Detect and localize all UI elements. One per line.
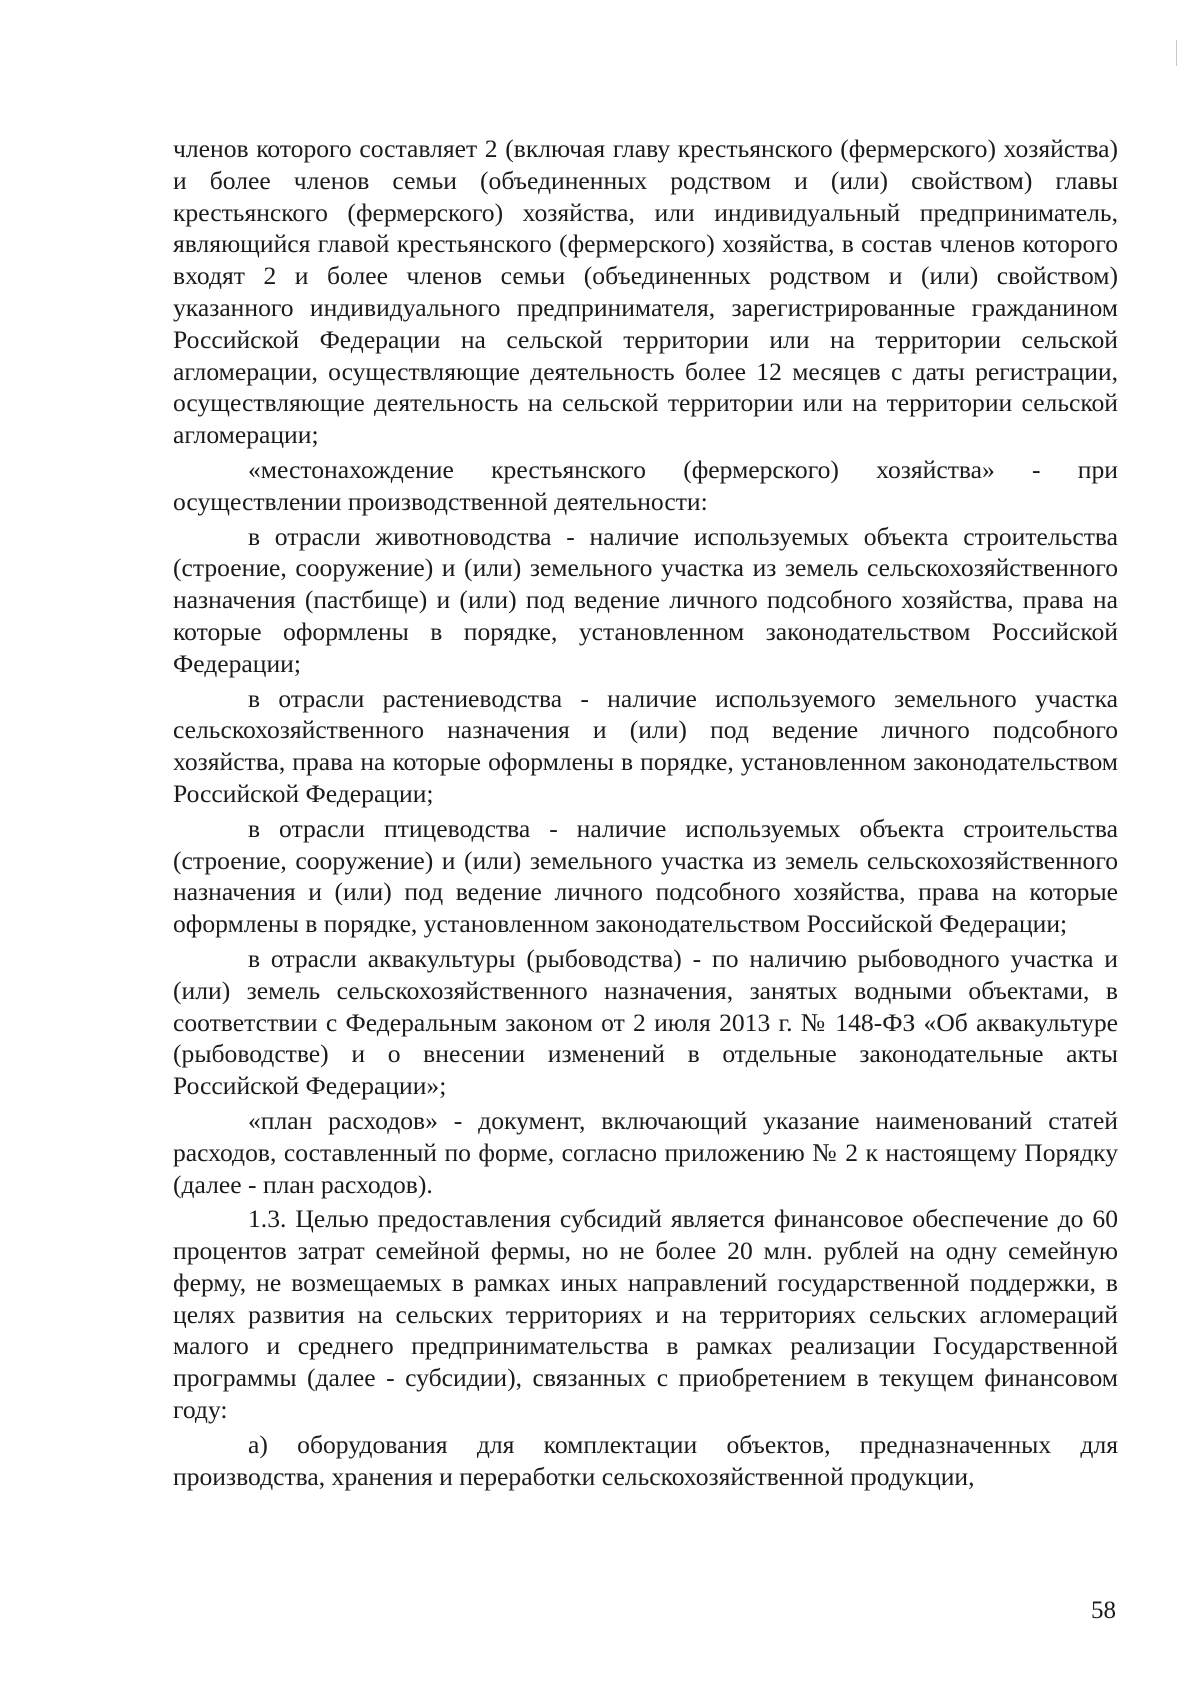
scan-edge-mark — [1176, 40, 1177, 66]
paragraph-aquaculture: в отрасли аквакультуры (рыбоводства) - по наличию рыбоводного участка и (или) земель сельскохозяйственного назначения, занятых водными объектами, в соответствии с Федеральным законом от 2 июля 2013 г. № 148-ФЗ «Об аквакультуре (рыбоводстве) и о внесении изменений в отдельные законодательные акты Российской Федерации»; — [173, 943, 1118, 1101]
paragraph-livestock: в отрасли животноводства - наличие используемых объекта строительства (строение, сооружение) и (или) земельного участка из земель сельскохозяйственного назначения (пастбище) и (или) под ведение личного подсобного хозяйства, права на которые оформлены в порядке, установленном законодательством Российской Федерации; — [173, 521, 1118, 678]
paragraph-subsidy-purpose: 1.3. Целью предоставления субсидий является финансовое обеспечение до 60 процентов затрат семейной фермы, но не более 20 млн. рублей на одну семейную ферму, не возмещаемых в рамках иных направлений государственной поддержки, в целях развития на сельских территориях и на территориях сельских агломераций малого и среднего предпринимательства в рамках реализации Государственной программы (далее - субсидии), связанных с приобретением в текущем финансовом году: — [173, 1204, 1118, 1425]
document-body — [173, 133, 1118, 1495]
paragraph-poultry: в отрасли птицеводства - наличие используемых объекта строительства (строение, сооружение) и (или) земельного участка из земель сельскохозяйственного назначения и (или) под ведение личного подсобного хозяйства, права на которые оформлены в порядке, установленном законодательством Российской Федерации; — [173, 813, 1118, 939]
paragraph-expense-plan: «план расходов» - документ, включающий указание наименований статей расходов, составленный по форме, согласно приложению № 2 к настоящему Порядку (далее - план расходов). — [173, 1105, 1118, 1199]
page-number: 58 — [1091, 1597, 1116, 1624]
paragraph-item-a: а) оборудования для комплектации объектов, предназначенных для производства, хранения и переработки сельскохозяйственной продукции, — [173, 1429, 1118, 1491]
paragraph-location-definition: «местонахождение крестьянского (фермерского) хозяйства» - при осуществлении производственной деятельности: — [173, 454, 1118, 516]
paragraph-continuation: членов которого составляет 2 (включая главу крестьянского (фермерского) хозяйства) и более членов семьи (объединенных родством и (или) свойством) главы крестьянского (фермерского) хозяйства, или индивидуальный предприниматель, являющийся главой крестьянского (фермерского) хозяйства, в состав членов которого входят 2 и более членов семьи (объединенных родством и (или) свойством) указанного индивидуального предпринимателя, зарегистрированные гражданином Российской Федерации на сельской территории или на территории сельской агломерации, осуществляющие деятельность более 12 месяцев с даты регистрации, осуществляющие деятельность на сельской территории или на территории сельской агломерации; — [173, 134, 1118, 450]
paragraph-crop-production: в отрасли растениеводства - наличие используемого земельного участка сельскохозяйственного назначения и (или) под ведение личного подсобного хозяйства, права на которые оформлены в порядке, установленном законодательством Российской Федерации; — [173, 683, 1118, 808]
